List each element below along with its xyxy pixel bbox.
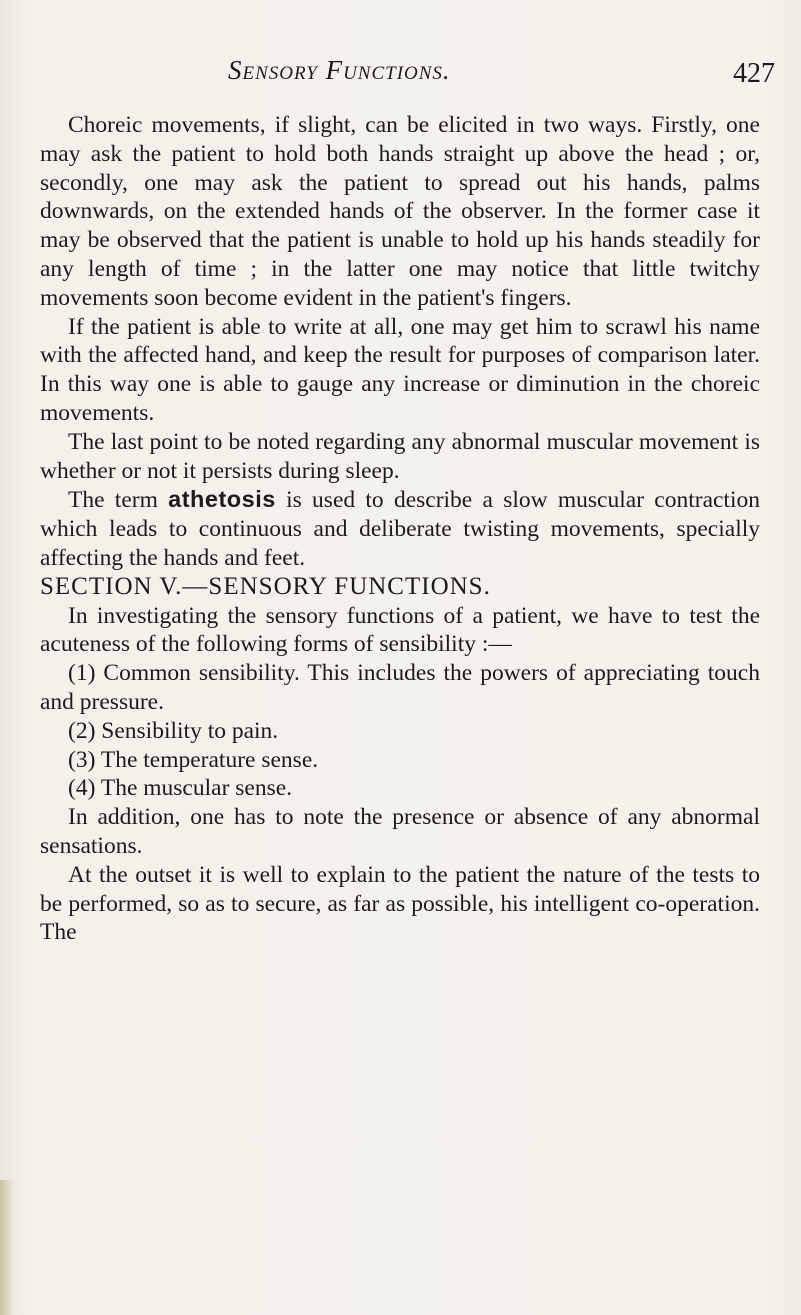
running-head: Sensory Functions. xyxy=(228,55,451,85)
section-heading: SECTION V.—SENSORY FUNCTIONS. xyxy=(40,572,491,600)
body-text xyxy=(40,111,760,947)
paragraph-sleep: The last point to be noted regarding any abnormal muscular movement is whether or not it persists during sleep. xyxy=(40,428,760,484)
list-item-common-sensibility: (1) Common sensibility. This includes the powers of appreciating touch and pressure. xyxy=(40,660,760,715)
athetosis-intro: The term xyxy=(68,487,169,514)
athetosis-definition: is used to describe a slow muscular contraction which leads to continuous and deliberate twisting movements, specially affecting the hands and feet. xyxy=(40,487,760,571)
binding-shadow xyxy=(0,1180,14,1315)
page-number: 427 xyxy=(733,58,775,89)
list-item-muscular: (4) The muscular sense. xyxy=(68,775,293,802)
paragraph-abnormal-sensations: In addition, one has to note the presence or absence of any abnormal sensations. xyxy=(40,804,760,859)
list-item-pain: (2) Sensibility to pain. xyxy=(68,717,279,744)
list-item-temperature: (3) The temperature sense. xyxy=(68,746,319,773)
paragraph-sensory-intro: In investigating the sensory functions of a patient, we have to test the acuteness of the following forms of sensibility :— xyxy=(40,602,760,658)
paragraph-explain-tests: At the outset it is well to explain to the patient the nature of the tests to be performed, so as to secure, as far as possible, his intelligent co-operation. The xyxy=(40,861,760,946)
athetosis-term: athetosis xyxy=(168,486,276,513)
paragraph-athetosis xyxy=(40,485,760,572)
paragraph-write-name: If the patient is able to write at all, one may get him to scrawl his name with the affected hand, and keep the result for purposes of comparison later. In this way one is able to gauge any increase or diminution in the choreic movements. xyxy=(40,313,760,426)
paragraph-choreic-movements: Choreic movements, if slight, can be elicited in two ways. Firstly, one may ask the patient to hold both hands straight up above the head ; or, secondly, one may ask the patient to spread out his hands, palms downwards, on the extended hands of the observer. In the former case it may be observed that the patient is unable to hold up his hands steadily for any length of time ; in the latter one may notice that little twitchy movements soon become evident in the patient's fingers. xyxy=(40,112,760,311)
